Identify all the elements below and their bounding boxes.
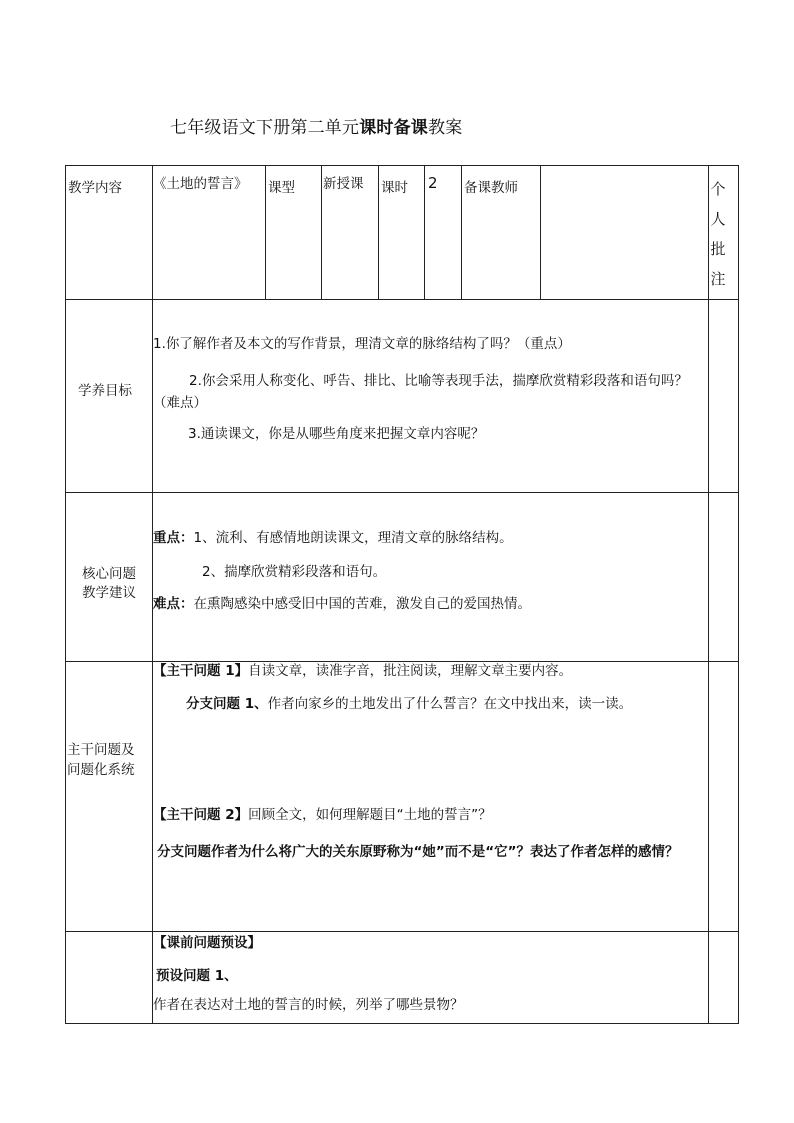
table-column-divider xyxy=(321,165,322,300)
table-border-right xyxy=(738,165,739,1024)
table-border-bottom xyxy=(65,1023,739,1024)
teacher-label: 备课教师 xyxy=(464,180,518,196)
sub-question-2: 分支问题作者为什么将广大的关东原野称为“她”而不是“它”？表达了作者怎样的感情？ xyxy=(157,844,679,860)
key-point-2: 2、揣摩欣赏精彩段落和语句。 xyxy=(202,564,387,580)
table-column-divider xyxy=(378,165,379,300)
difficult-points-label: 难点： xyxy=(153,596,194,612)
page-title: 七年级语文下册第二单元课时备课教案 xyxy=(170,118,463,138)
type-value: 新授课 xyxy=(323,176,364,192)
sub-question-1: 分支问题 1、作者向家乡的土地发出了什么誓言？在文中找出来，读一读。 xyxy=(186,696,633,712)
table-column-divider xyxy=(540,165,541,300)
table-divider xyxy=(65,492,739,493)
goal-item: 2.你会采用人称变化、呼告、排比、比喻等表现手法，揣摩欣赏精彩段落和语句吗？（难点） xyxy=(153,373,688,411)
key-points: 重点：1、流利、有感情地朗读课文，理清文章的脉络结构。 xyxy=(153,530,513,546)
main-question-label: 主干问题及 问题化系统 xyxy=(67,742,135,778)
personal-notes-header: 个 人 批 注 xyxy=(710,180,726,288)
hours-label: 课时 xyxy=(381,180,408,196)
hours-value: 2 xyxy=(428,174,438,192)
table-column-divider xyxy=(708,165,709,1024)
pre-class-heading: 【课前问题预设】 xyxy=(153,935,261,951)
goal-item: 1.你了解作者及本文的写作背景，理清文章的脉络结构了吗？（重点） xyxy=(153,336,571,352)
main-question-1: 【主干问题 1】自读文章，读准字音，批注阅读，理解文章主要内容。 xyxy=(153,663,573,679)
type-label: 课型 xyxy=(268,180,295,196)
content-label: 教学内容 xyxy=(68,180,122,196)
table-column-divider xyxy=(461,165,462,300)
table-border-top xyxy=(65,165,739,166)
table-column-divider xyxy=(424,165,425,300)
preset-question-label: 预设问题 1、 xyxy=(156,968,238,984)
core-label: 核心问题 教学建议 xyxy=(82,566,136,601)
table-column-divider xyxy=(265,165,266,300)
difficult-points: 难点：在熏陶感染中感受旧中国的苦难，激发自己的爱国热情。 xyxy=(153,596,531,612)
goal-item: 3.通读课文，你是从哪些角度来把握文章内容呢？ xyxy=(188,426,485,442)
preset-question-text: 作者在表达对土地的誓言的时候，列举了哪些景物？ xyxy=(153,997,464,1013)
lesson-title: 《土地的誓言》 xyxy=(153,176,248,192)
main-question-2: 【主干问题 2】回顾全文，如何理解题目“土地的誓言”？ xyxy=(153,807,492,823)
goals-label: 学养目标 xyxy=(78,383,132,399)
key-points-label: 重点： xyxy=(153,530,194,546)
table-divider xyxy=(65,299,739,300)
